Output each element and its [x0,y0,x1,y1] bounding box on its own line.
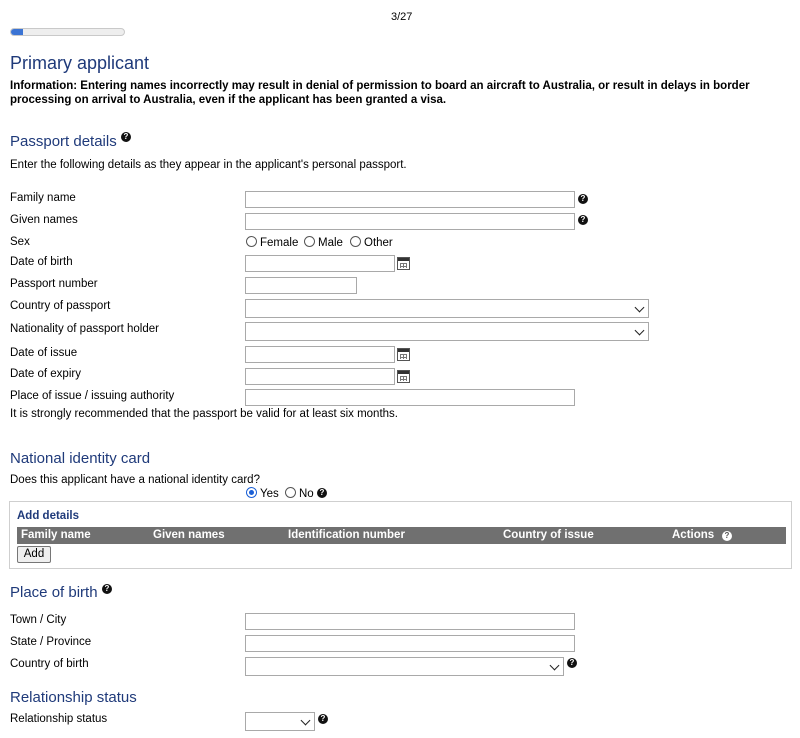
pob-help-icon[interactable]: ? [102,584,112,594]
family-name-input[interactable] [245,191,575,208]
sex-label: Sex [10,236,30,248]
chevron-down-icon [635,303,645,313]
family-name-help-icon[interactable]: ? [578,194,588,204]
dob-input[interactable] [245,255,395,272]
nid-question: Does this applicant have a national identity card? [10,474,260,486]
date-expiry-calendar-icon[interactable] [397,370,410,383]
passport-validity-note: It is strongly recommended that the passport be valid for at least six months. [10,408,398,420]
family-name-label: Family name [10,192,76,204]
date-issue-input[interactable] [245,346,395,363]
country-passport-select[interactable] [245,299,649,318]
sex-male-radio[interactable] [304,236,315,247]
dob-calendar-icon[interactable] [397,257,410,270]
passport-number-input[interactable] [245,277,357,294]
relationship-label: Relationship status [10,713,108,725]
passport-help-icon[interactable]: ? [121,132,131,142]
given-names-help-icon[interactable]: ? [578,215,588,225]
nid-table-header [17,527,786,544]
sex-female-radio[interactable] [246,236,257,247]
place-issue-input[interactable] [245,389,575,406]
chevron-down-icon [635,326,645,336]
nid-yes-radio[interactable] [246,487,257,498]
date-expiry-input[interactable] [245,368,395,385]
date-issue-calendar-icon[interactable] [397,348,410,361]
country-passport-label: Country of passport [10,300,111,312]
date-issue-label: Date of issue [10,347,78,359]
relationship-select[interactable] [245,712,315,731]
sex-female-label: Female [260,237,299,249]
passport-heading-text: Passport details [10,133,117,150]
nid-no-radio[interactable] [285,487,296,498]
country-birth-help-icon[interactable]: ? [567,658,577,668]
add-id-card-button[interactable]: Add [17,546,51,563]
passport-intro: Enter the following details as they appear in the applicant's personal passport. [10,159,407,171]
nid-heading: National identity card [10,450,151,467]
given-names-label: Given names [10,214,78,226]
sex-other-label: Other [364,237,393,249]
place-issue-label: Place of issue / issuing authority [10,390,175,402]
col-given-names: Given names [153,529,225,541]
col-actions: Actions [672,529,715,541]
page-title: Primary applicant [10,53,150,73]
pob-heading: Place of birth [10,584,98,601]
info-message: Information: Entering names incorrectly may result in denial of permission to board an aircraft to Australia, or result in delays in border processing on arrival to Australia, even if the applicant has been granted a visa. [10,80,750,106]
country-birth-label: Country of birth [10,658,89,670]
town-label: Town / City [10,614,67,626]
col-identification-number: Identification number [288,529,405,541]
town-input[interactable] [245,613,575,630]
dob-label: Date of birth [10,256,73,268]
nid-no-label: No [299,488,314,500]
relationship-heading: Relationship status [10,689,137,706]
relationship-help-icon[interactable]: ? [318,714,328,724]
nid-help-icon[interactable]: ? [317,488,327,498]
add-details-title: Add details [17,510,79,522]
progress-fill [11,29,23,35]
nationality-label: Nationality of passport holder [10,323,159,335]
progress-bar [10,28,125,36]
country-birth-select[interactable] [245,657,564,676]
nid-yes-label: Yes [260,488,279,500]
nationality-select[interactable] [245,322,649,341]
page-counter: 3/27 [391,11,413,23]
chevron-down-icon [301,716,311,726]
date-expiry-label: Date of expiry [10,368,81,380]
passport-heading [10,133,117,150]
passport-number-label: Passport number [10,278,98,290]
sex-other-radio[interactable] [350,236,361,247]
state-input[interactable] [245,635,575,652]
given-names-input[interactable] [245,213,575,230]
col-country-of-issue: Country of issue [503,529,594,541]
sex-male-label: Male [318,237,343,249]
chevron-down-icon [550,661,560,671]
actions-help-icon[interactable]: ? [722,531,732,541]
col-family-name: Family name [21,529,91,541]
state-label: State / Province [10,636,92,648]
